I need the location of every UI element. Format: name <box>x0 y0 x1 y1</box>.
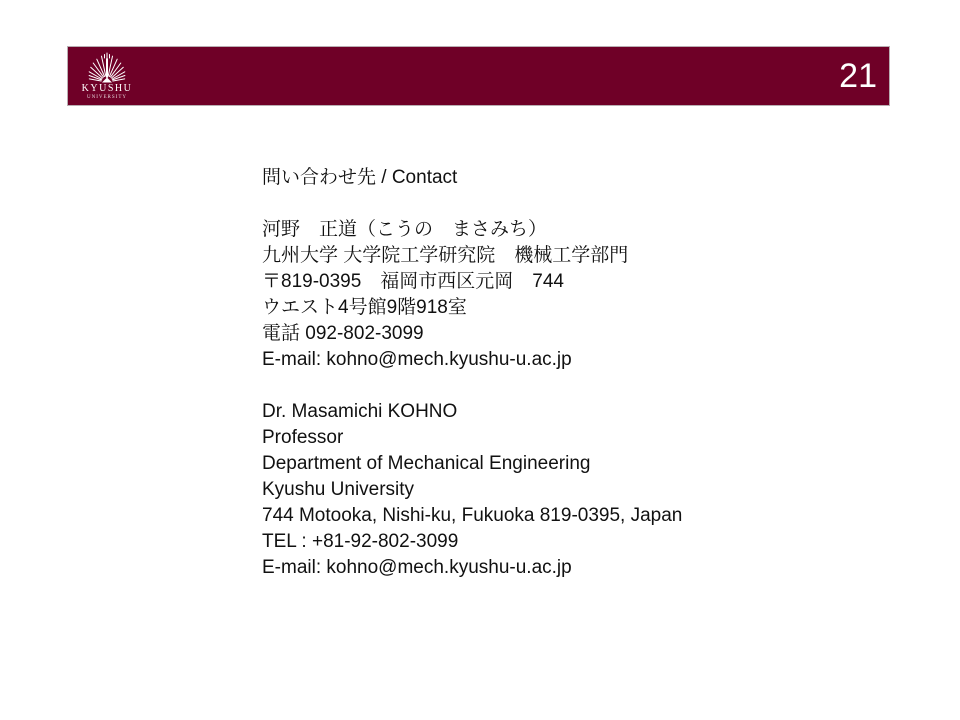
slide-number: 21 <box>839 57 877 95</box>
university-logo <box>81 52 133 100</box>
header-bar <box>67 46 890 106</box>
contact-en-email: E-mail: kohno@mech.kyushu-u.ac.jp <box>262 557 572 578</box>
contact-en-tel: TEL : +81-92-802-3099 <box>262 531 459 552</box>
contact-jp-address: 〒819-0395 福岡市西区元岡 744 <box>262 271 564 292</box>
contact-en-department: Department of Mechanical Engineering <box>262 453 591 474</box>
sunburst-emblem-icon <box>85 52 129 83</box>
logo-text-university: UNIVERSITY <box>87 95 127 100</box>
contact-jp-affiliation: 九州大学 大学院工学研究院 機械工学部門 <box>262 245 629 266</box>
contact-jp-room: ウエスト4号館9階918室 <box>262 297 467 318</box>
contact-heading: 問い合わせ先 / Contact <box>262 167 458 188</box>
contact-jp-tel: 電話 092-802-3099 <box>262 323 424 344</box>
spacer <box>262 373 682 399</box>
contact-en-university: Kyushu University <box>262 479 415 500</box>
contact-en-name: Dr. Masamichi KOHNO <box>262 401 458 422</box>
spacer <box>262 191 682 217</box>
contact-en-title: Professor <box>262 427 344 448</box>
logo-text-kyushu: KYUSHU <box>81 83 133 94</box>
contact-block <box>262 165 682 581</box>
contact-jp-email: E-mail: kohno@mech.kyushu-u.ac.jp <box>262 349 572 370</box>
contact-jp-name: 河野 正道（こうの まさみち） <box>262 219 548 240</box>
contact-en-address: 744 Motooka, Nishi-ku, Fukuoka 819-0395, Japan <box>262 505 683 526</box>
